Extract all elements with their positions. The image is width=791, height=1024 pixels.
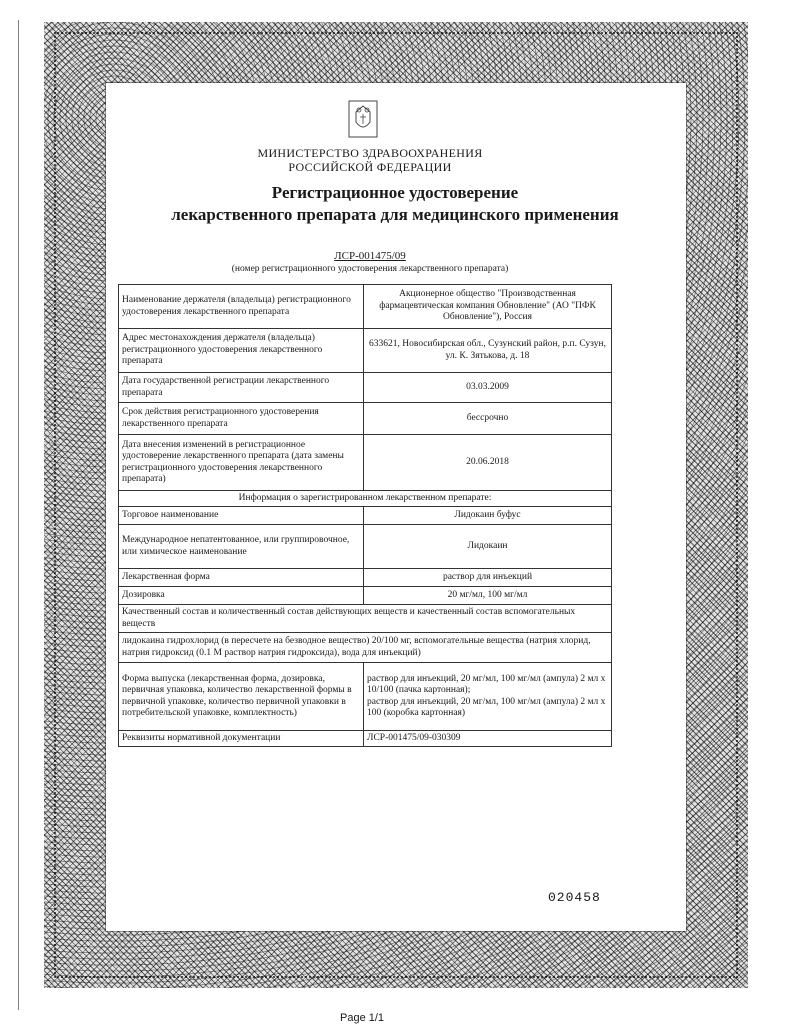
ministry-name [220, 146, 520, 174]
table-row [119, 285, 612, 329]
table-row [119, 435, 612, 491]
ministry-line-1: МИНИСТЕРСТВО ЗДРАВООХРАНЕНИЯ [257, 146, 483, 160]
info-section-header: Информация о зарегистрированном лекарственном препарате: [119, 491, 612, 507]
row-value: Лидокаин [364, 525, 612, 569]
certificate-table [118, 284, 612, 747]
page-indicator: Page 1/1 [340, 1012, 385, 1024]
table-row [119, 731, 612, 747]
table-row [119, 633, 612, 663]
table-row [119, 525, 612, 569]
row-value: 03.03.2009 [364, 373, 612, 403]
row-label: Дата государственной регистрации лекарственного препарата [119, 373, 364, 403]
table-row [119, 373, 612, 403]
release-form-label: Форма выпуска (лекарственная форма, дозировка, первичная упаковка, количество лекарственной формы в первичной упаковке, количество первичной упаковки в потребительской упаковке, комплектность) [119, 663, 364, 731]
row-value: раствор для инъекций [364, 569, 612, 587]
document-title [110, 182, 680, 226]
row-label: Дата внесения изменений в регистрационное удостоверение лекарственного препарата (дата замены регистрационного удостоверения лекарственного препарата) [119, 435, 364, 491]
row-label: Дозировка [119, 587, 364, 605]
row-value: бессрочно [364, 403, 612, 435]
row-value: 20 мг/мл, 100 мг/мл [364, 587, 612, 605]
normative-label: Реквизиты нормативной документации [119, 731, 364, 747]
row-value: 633621, Новосибирская обл., Сузунский район, р.п. Сузун, ул. К. Зятькова, д. 18 [364, 329, 612, 373]
composition-value: лидокаина гидрохлорид (в пересчете на безводное вещество) 20/100 мг, вспомогательные вещества (натрия хлорид, натрия гидроксид (0.1 М раствор натрия гидроксида), вода для инъекций) [119, 633, 612, 663]
composition-header: Качественный состав и количественный состав действующих веществ и качественный состав вспомогательных веществ [119, 605, 612, 633]
row-label: Торговое наименование [119, 507, 364, 525]
section-header-row [119, 605, 612, 633]
row-label: Срок действия регистрационного удостоверения лекарственного препарата [119, 403, 364, 435]
table-row [119, 663, 612, 731]
russian-coat-of-arms-icon [348, 100, 378, 138]
title-line-2: лекарственного препарата для медицинского применения [171, 205, 619, 224]
table-row [119, 507, 612, 525]
row-value: Лидокаин буфус [364, 507, 612, 525]
ministry-line-2: РОССИЙСКОЙ ФЕДЕРАЦИИ [288, 160, 452, 174]
section-header-row [119, 491, 612, 507]
registration-number-caption: (номер регистрационного удостоверения лекарственного препарата) [231, 264, 509, 274]
row-label: Наименование держателя (владельца) регистрационного удостоверения лекарственного препарата [119, 285, 364, 329]
release-form-value [364, 663, 612, 731]
scan-edge-line [18, 20, 19, 1010]
table-row [119, 569, 612, 587]
row-value: 20.06.2018 [364, 435, 612, 491]
row-label: Адрес местонахождения держателя (владельца) регистрационного удостоверения лекарственного препарата [119, 329, 364, 373]
row-label: Международное непатентованное, или группировочное, или химическое наименование [119, 525, 364, 569]
release-form-value-1: раствор для инъекций, 20 мг/мл, 100 мг/мл (ампула) 2 мл x 10/100 (пачка картонная); [367, 673, 606, 695]
table-row [119, 329, 612, 373]
release-form-value-2: раствор для инъекций, 20 мг/мл, 100 мг/мл (ампула) 2 мл x 100 (коробка картонная) [367, 696, 606, 718]
table-row [119, 403, 612, 435]
normative-value: ЛСР-001475/09-030309 [364, 731, 612, 747]
row-label: Лекарственная форма [119, 569, 364, 587]
serial-number: 020458 [548, 890, 601, 905]
registration-number: ЛСР-001475/09 [334, 250, 406, 262]
title-line-1: Регистрационное удостоверение [271, 183, 519, 202]
table-row [119, 587, 612, 605]
row-value: Акционерное общество "Производственная фармацевтическая компания Обновление" (АО "ПФК Обновление"), Россия [364, 285, 612, 329]
